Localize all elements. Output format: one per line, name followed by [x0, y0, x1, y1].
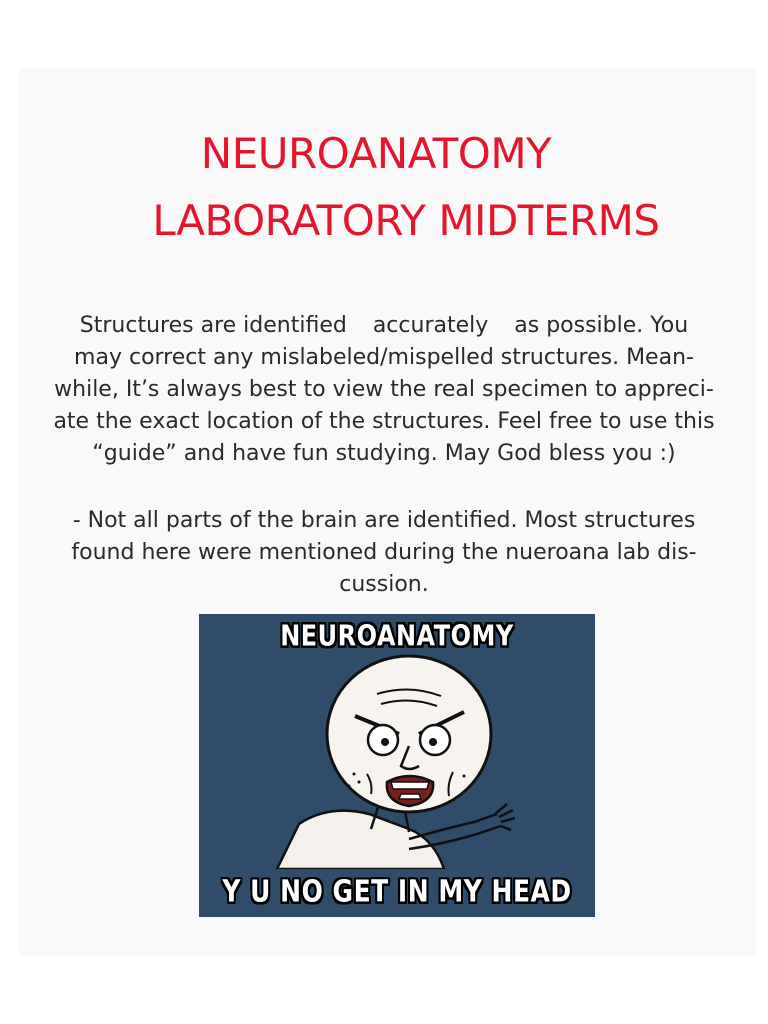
document-title-line-2: LABORATORY MIDTERMS	[152, 196, 660, 245]
intro-line-1	[0, 310, 768, 342]
intro-line-1-start: Structures are identified	[79, 313, 347, 338]
note-paragraph	[0, 505, 768, 601]
intro-line-5: “guide” and have fun studying. May God bless you :)	[92, 441, 676, 466]
intro-line-1-end: as possible. You	[514, 313, 689, 338]
intro-line-4: ate the exact location of the structures. Feel free to use this	[53, 409, 715, 434]
meme-image	[199, 614, 595, 917]
note-line-3: cussion.	[339, 572, 429, 597]
note-line-1: - Not all parts of the brain are identified. Most structures	[72, 508, 696, 533]
y-u-no-face-illustration	[259, 654, 549, 869]
meme-top-caption: NEUROANATOMY	[280, 619, 514, 653]
meme-bottom-caption: Y U NO GET IN MY HEAD	[222, 874, 572, 909]
intro-line-3: while, It’s always best to view the real specimen to appreci-	[54, 377, 714, 402]
intro-paragraph	[0, 310, 768, 470]
intro-line-2: may correct any mislabeled/mispelled structures. Mean-	[74, 345, 694, 370]
document-title-line-1: NEUROANATOMY	[200, 129, 552, 178]
intro-highlight-word: accurately	[372, 313, 489, 338]
note-line-2: found here were mentioned during the nueroana lab dis-	[71, 540, 697, 565]
